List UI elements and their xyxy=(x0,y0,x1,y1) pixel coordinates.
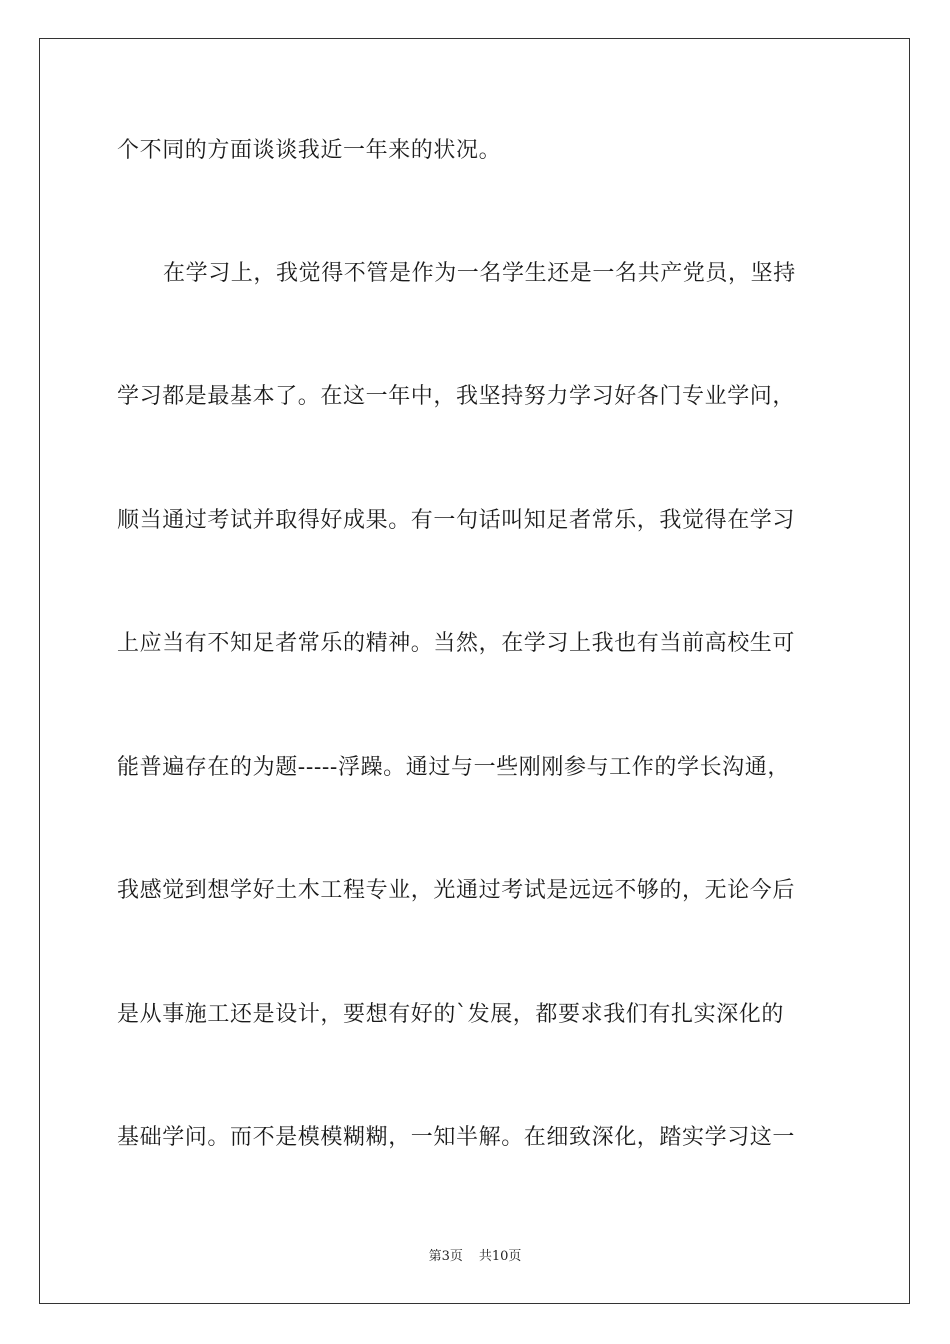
body-text-line: 是从事施工还是设计，要想有好的`发展，都要求我们有扎实深化的 xyxy=(117,1002,785,1027)
body-text-line: 顺当通过考试并取得好成果。有一句话叫知足者常乐，我觉得在学习 xyxy=(117,508,796,533)
page-total: 共10页 xyxy=(478,1249,522,1264)
body-text-line: 学习都是最基本了。在这一年中，我坚持努力学习好各门专业学问， xyxy=(117,384,796,409)
page-footer xyxy=(0,1248,950,1266)
body-text-line: 在学习上，我觉得不管是作为一名学生还是一名共产党员，坚持 xyxy=(163,261,796,286)
page-number: 第3页 xyxy=(428,1249,463,1264)
body-text-line: 我感觉到想学好土木工程专业，光通过考试是远远不够的，无论今后 xyxy=(117,878,796,903)
body-text-line: 能普遍存在的为题-----浮躁。通过与一些刚刚参与工作的学长沟通， xyxy=(117,755,790,780)
body-text-line: 上应当有不知足者常乐的精神。当然，在学习上我也有当前高校生可 xyxy=(117,631,796,656)
page-border xyxy=(39,38,910,1304)
body-text-line: 个不同的方面谈谈我近一年来的状况。 xyxy=(117,138,502,163)
body-text-line: 基础学问。而不是模模糊糊，一知半解。在细致深化，踏实学习这一 xyxy=(117,1125,796,1150)
